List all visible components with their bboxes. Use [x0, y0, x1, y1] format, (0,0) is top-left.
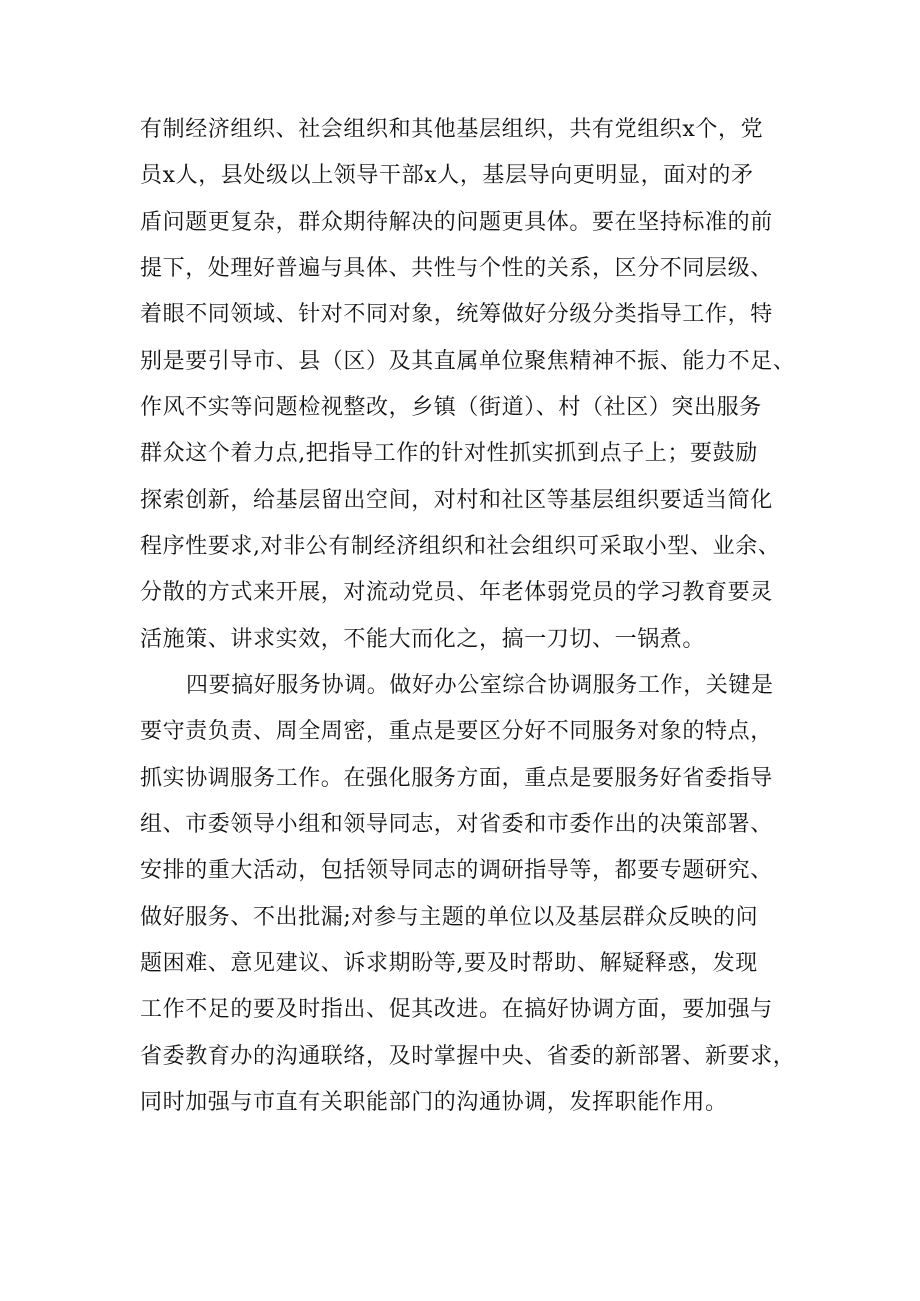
paragraph-line: 着眼不同领域、针对不同对象，统筹做好分级分类指导工作，特 [140, 302, 773, 327]
paragraph-line: 作风不实等问题检视整改，乡镇（街道）、村（社区）突出服务 [140, 395, 762, 420]
paragraph-line: 探索创新，给基层留出空间，对村和社区等基层组织要适当简化 [140, 488, 773, 513]
paragraph-line: 提下，处理好普遍与具体、共性与个性的关系，区分不同层级、 [140, 256, 773, 281]
paragraph-line: 安排的重大活动，包括领导同志的调研指导等，都要专题研究、 [140, 858, 773, 883]
paragraph-line: 有制经济组织、社会组织和其他基层组织，共有党组织x个，党 [140, 117, 764, 142]
paragraph-line: 别是要引导市、县（区）及其直属单位聚焦精神不振、能力不足、 [140, 349, 796, 374]
paragraph-line: 盾问题更复杂，群众期待解决的问题更具体。要在坚持标准的前 [140, 210, 773, 235]
paragraph-line: 省委教育办的沟通联络，及时掌握中央、省委的新部署、新要求， [140, 1044, 796, 1069]
paragraph-line: 四要搞好服务协调。做好办公室综合协调服务工作，关键是 [186, 673, 774, 698]
paragraph-line: 群众这个着力点,把指导工作的针对性抓实抓到点子上；要鼓励 [140, 441, 758, 466]
paragraph-line: 做好服务、不出批漏;对参与主题的单位以及基层群众反映的问 [140, 905, 759, 930]
paragraph-line: 题困难、意见建议、诉求期盼等,要及时帮助、解疑释惑，发现 [140, 951, 758, 976]
paragraph-line: 工作不足的要及时指出、促其改进。在搞好协调方面，要加强与 [140, 997, 773, 1022]
paragraph-line: 组、市委领导小组和领导同志，对省委和市委作出的决策部署、 [140, 812, 773, 837]
paragraph-line: 员x人，县处级以上领导干部x人，基层导向更明显，面对的矛 [140, 163, 754, 188]
paragraph-line: 程序性要求,对非公有制经济组织和社会组织可采取小型、业余、 [140, 534, 781, 559]
paragraph-line: 分散的方式来开展，对流动党员、年老体弱党员的学习教育要灵 [140, 580, 773, 605]
paragraph-line: 要守责负责、周全周密，重点是要区分好不同服务对象的特点， [140, 719, 773, 744]
paragraph-line: 同时加强与市直有关职能部门的沟通协调，发挥职能作用。 [140, 1090, 728, 1115]
paragraph-line: 活施策、讲求实效，不能大而化之，搞一刀切、一锅煮。 [140, 627, 706, 652]
paragraph-line: 抓实协调服务工作。在强化服务方面，重点是要服务好省委指导 [140, 766, 773, 791]
